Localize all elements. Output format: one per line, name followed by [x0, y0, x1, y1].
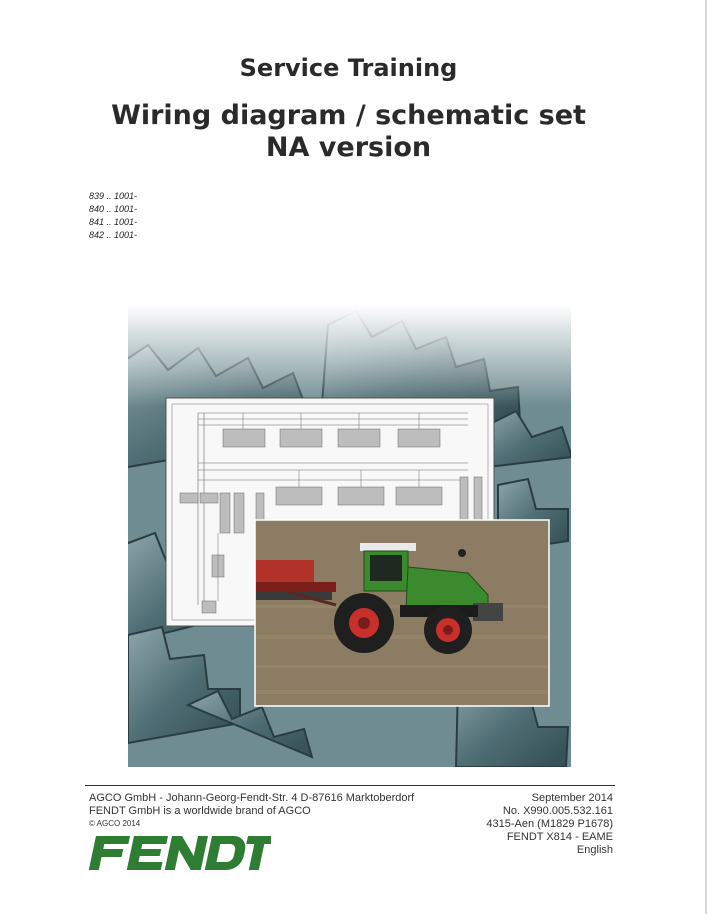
- publication-date: September 2014: [531, 792, 613, 804]
- footer-publisher: [89, 792, 414, 830]
- cover-illustration: [128, 305, 571, 767]
- serial-number: 839 .. 1001-: [89, 191, 138, 201]
- brand-statement: FENDT GmbH is a worldwide brand of AGCO: [89, 805, 311, 817]
- tractor-photo: [255, 520, 549, 706]
- company-address: AGCO GmbH - Johann-Georg-Fendt-Str. 4 D-87616 Marktoberdorf: [89, 792, 415, 804]
- document-subtitle: [0, 100, 697, 164]
- serial-number-list: [89, 190, 137, 242]
- fendt-logo: [88, 836, 271, 870]
- serial-number: 841 .. 1001-: [89, 217, 138, 227]
- subtitle-line-2: NA version: [265, 132, 432, 163]
- subtitle-line-1: Wiring diagram / schematic set: [111, 100, 586, 131]
- document-number: No. X990.005.532.161: [502, 805, 613, 817]
- serial-number: 840 .. 1001-: [89, 204, 138, 214]
- footer-divider: [85, 785, 615, 786]
- footer-document-info: [486, 792, 613, 857]
- reference-code: 4315-Aen (M1829 P1678): [486, 818, 613, 830]
- copyright: © AGCO 2014: [89, 819, 141, 828]
- model-designation: FENDT X814 - EAME: [506, 831, 613, 843]
- serial-number: 842 .. 1001-: [89, 230, 138, 240]
- page-title: Service Training: [239, 54, 458, 82]
- document-language: English: [576, 844, 613, 856]
